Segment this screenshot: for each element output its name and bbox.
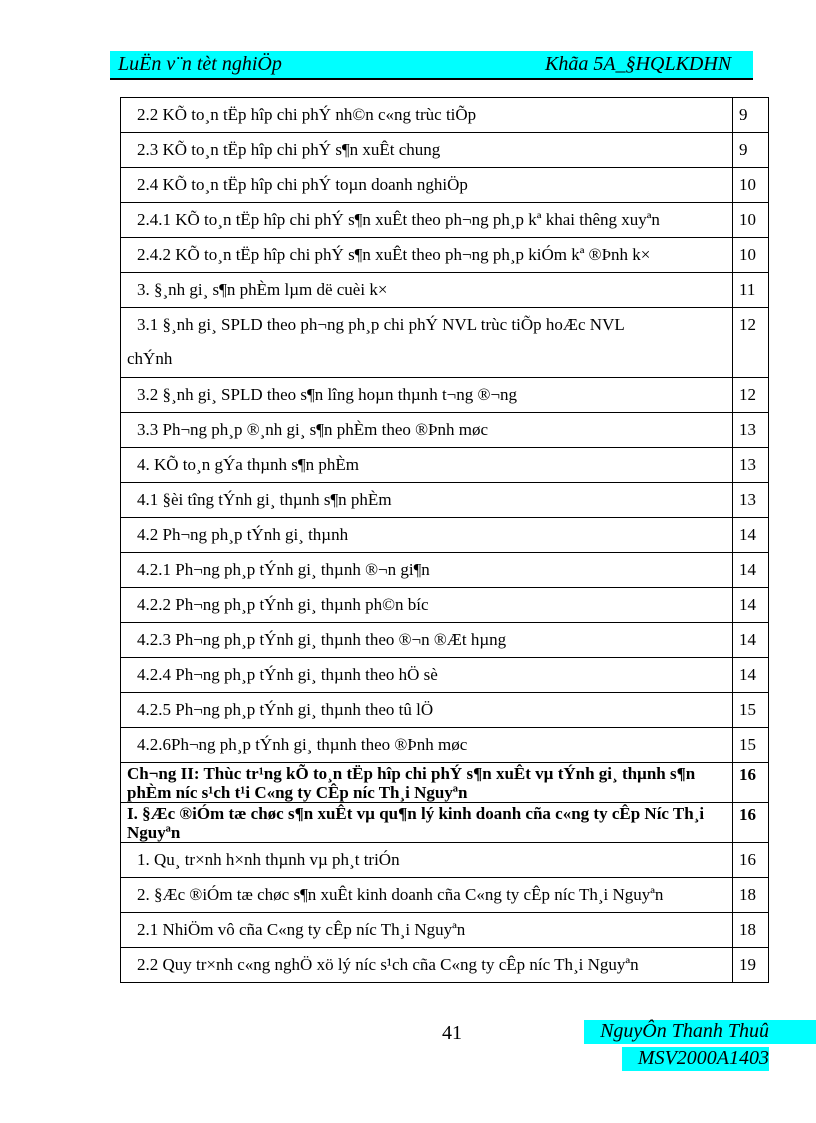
toc-row: [121, 728, 769, 763]
toc-entry-title: 3. §¸nh gi¸ s¶n phÈm lµm dë cuèi k×: [121, 273, 733, 308]
toc-entry-title: 3.2 §¸nh gi¸ SPLD theo s¶n lîng hoµn thµnh t¬ng ®¬ng: [121, 378, 733, 413]
toc-row: [121, 518, 769, 553]
toc-row: [121, 203, 769, 238]
toc-entry-title-continued: chÝnh: [127, 349, 173, 368]
toc-entry-title: 2.1 NhiÖm vô cña C«ng ty cÊp níc Th¸i Nguyªn: [121, 913, 733, 948]
toc-entry-title: 4.2.2 Ph¬ng ph¸p tÝnh gi¸ thµnh ph©n bíc: [121, 588, 733, 623]
toc-entry-title: 4.2.1 Ph¬ng ph¸p tÝnh gi¸ thµnh ®¬n gi¶n: [121, 553, 733, 588]
author-name: NguyÔn Thanh Thuû: [600, 1020, 769, 1042]
student-id: MSV2000A1403: [637, 1047, 769, 1069]
toc-entry-page: 10: [733, 168, 769, 203]
toc-entry-page: 14: [733, 553, 769, 588]
toc-row: [121, 878, 769, 913]
toc-entry-title: 2.3 KÕ to¸n tËp hîp chi phÝ s¶n xuÊt chung: [121, 133, 733, 168]
page-number: 41: [442, 1022, 462, 1044]
toc-entry-title: 4.2.4 Ph¬ng ph¸p tÝnh gi¸ thµnh theo hÖ sè: [121, 658, 733, 693]
toc-row: [121, 133, 769, 168]
toc-row: [121, 553, 769, 588]
toc-entry-page: 9: [733, 133, 769, 168]
toc-row: [121, 658, 769, 693]
toc-row: [121, 98, 769, 133]
toc-entry-title: 2. §Æc ®iÓm tæ chøc s¶n xuÊt kinh doanh cña C«ng ty cÊp níc Th¸i Nguyªn: [121, 878, 733, 913]
toc-row: [121, 623, 769, 658]
toc-entry-page: 11: [733, 273, 769, 308]
toc-row: [121, 448, 769, 483]
toc-row: [121, 308, 769, 378]
toc-entry-title: 2.2 KÕ to¸n tËp hîp chi phÝ nh©n c«ng trùc tiÕp: [121, 98, 733, 133]
toc-row: [121, 168, 769, 203]
toc-entry-page: 12: [733, 378, 769, 413]
toc-row-section: [121, 803, 769, 843]
toc-entry-title: 1. Qu¸ tr×nh h×nh thµnh vµ ph¸t triÓn: [121, 843, 733, 878]
toc-entry-title: 3.3 Ph¬ng ph¸p ®¸nh gi¸ s¶n phÈm theo ®Þnh møc: [121, 413, 733, 448]
toc-entry-title-block: [121, 308, 733, 378]
toc-row-chapter: [121, 763, 769, 803]
toc-entry-title: 4.2.3 Ph¬ng ph¸p tÝnh gi¸ thµnh theo ®¬n ®Æt hµng: [121, 623, 733, 658]
toc-entry-page: 15: [733, 693, 769, 728]
toc-entry-page: 9: [733, 98, 769, 133]
toc-row: [121, 413, 769, 448]
toc-entry-page: 14: [733, 518, 769, 553]
toc-entry-page: 16: [733, 763, 769, 803]
toc-entry-page: 19: [733, 948, 769, 983]
toc-row: [121, 948, 769, 983]
toc-row: [121, 588, 769, 623]
toc-entry-title: 4.1 §èi tîng tÝnh gi¸ thµnh s¶n phÈm: [121, 483, 733, 518]
toc-entry-page: 10: [733, 203, 769, 238]
toc-chapter-title: Ch¬ng II: Thùc tr¹ng kÕ to¸n tËp hîp chi phÝ s¶n xuÊt vµ tÝnh gi¸ thµnh s¶n phÈm níc s¹ch t¹i C«ng ty CÊp níc Th¸i Nguyªn: [121, 763, 733, 803]
toc-entry-title: 2.4.2 KÕ to¸n tËp hîp chi phÝ s¶n xuÊt theo ph¬ng ph¸p kiÓm kª ®Þnh k×: [121, 238, 733, 273]
toc-entry-title: 4.2.5 Ph¬ng ph¸p tÝnh gi¸ thµnh theo tû lÖ: [121, 693, 733, 728]
toc-row: [121, 843, 769, 878]
toc-row: [121, 238, 769, 273]
toc-entry-page: 15: [733, 728, 769, 763]
table-of-contents: [120, 97, 769, 983]
toc-entry-page: 13: [733, 448, 769, 483]
toc-entry-title: 4. KÕ to¸n gÝa thµnh s¶n phÈm: [121, 448, 733, 483]
toc-row: [121, 273, 769, 308]
toc-row: [121, 378, 769, 413]
toc-row: [121, 693, 769, 728]
toc-row: [121, 483, 769, 518]
header-thesis-title: LuËn v¨n tèt nghiÖp: [118, 53, 282, 75]
toc-entry-page: 14: [733, 623, 769, 658]
toc-row: [121, 913, 769, 948]
toc-entry-page: 18: [733, 878, 769, 913]
toc-entry-title: 2.2 Quy tr×nh c«ng nghÖ xö lý níc s¹ch cña C«ng ty cÊp níc Th¸i Nguyªn: [121, 948, 733, 983]
toc-entry-page: 12: [733, 308, 769, 378]
toc-entry-page: 16: [733, 803, 769, 843]
toc-entry-page: 13: [733, 483, 769, 518]
toc-entry-title: 4.2.6Ph¬ng ph¸p tÝnh gi¸ thµnh theo ®Þnh møc: [121, 728, 733, 763]
toc-entry-page: 14: [733, 658, 769, 693]
toc-entry-title: 3.1 §¸nh gi¸ SPLD theo ph¬ng ph¸p chi phÝ NVL trùc tiÕp hoÆc NVL: [137, 315, 625, 334]
toc-entry-page: 16: [733, 843, 769, 878]
toc-entry-page: 18: [733, 913, 769, 948]
toc-entry-page: 13: [733, 413, 769, 448]
toc-entry-page: 10: [733, 238, 769, 273]
header-rule: [110, 78, 753, 80]
toc-entry-title: 2.4.1 KÕ to¸n tËp hîp chi phÝ s¶n xuÊt theo ph¬ng ph¸p kª khai thêng xuyªn: [121, 203, 733, 238]
toc-section-title: I. §Æc ®iÓm tæ chøc s¶n xuÊt vµ qu¶n lý kinh doanh cña c«ng ty cÊp Níc Th¸i Nguyªn: [121, 803, 733, 843]
toc-entry-title: 4.2 Ph¬ng ph¸p tÝnh gi¸ thµnh: [121, 518, 733, 553]
toc-entry-title: 2.4 KÕ to¸n tËp hîp chi phÝ toµn doanh nghiÖp: [121, 168, 733, 203]
toc-entry-page: 14: [733, 588, 769, 623]
header-course: Khãa 5A_§HQLKDHN: [545, 53, 732, 75]
